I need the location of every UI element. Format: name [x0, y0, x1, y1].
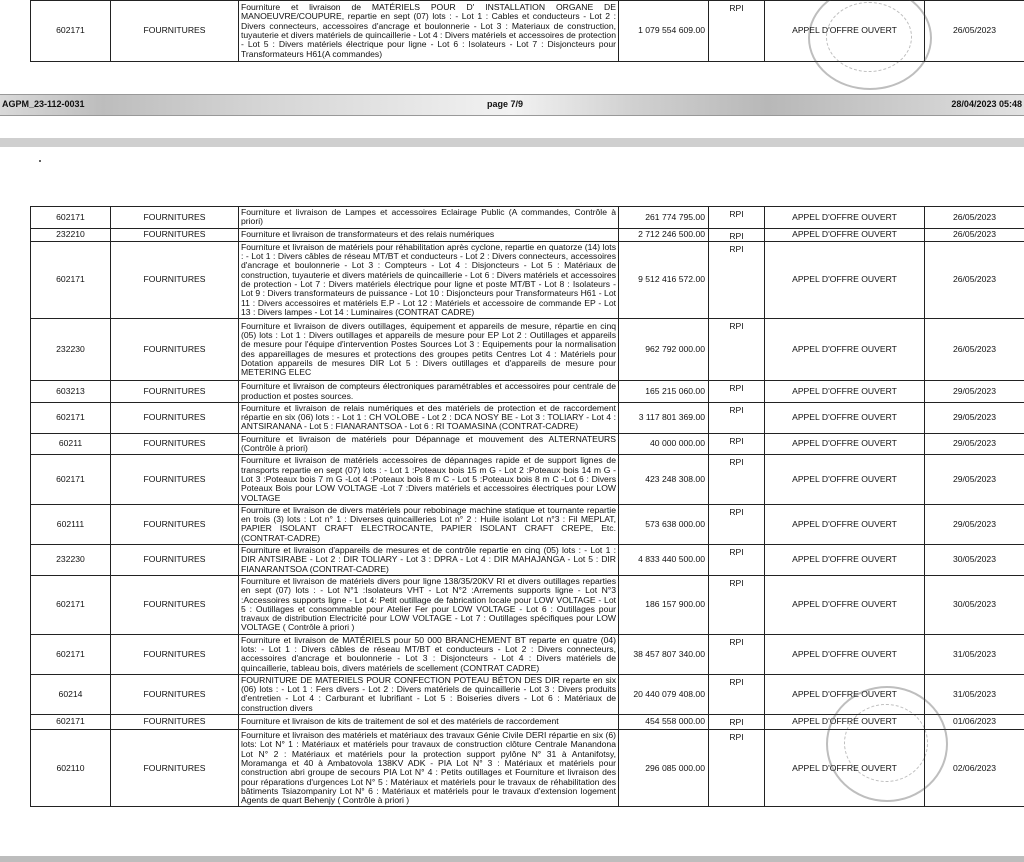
row-date: 01/06/2023	[925, 715, 1024, 730]
row-code: 602171	[31, 575, 111, 634]
row-date: 30/05/2023	[925, 575, 1024, 634]
row-amount: 962 792 000.00	[619, 319, 709, 381]
row-source: RPI	[709, 241, 765, 318]
row-description: Fourniture et livraison de divers outillages, équipement et appareils de mesure, répartie en cinq (05) lots : Lot 1 : Divers outillages et appareils de mesure pour EP Lot 2 : Outillages et appareils de mesure pour l'équipe d'intervention Postes Sources Lot 3 : Equipements pour la normalisation des appareillages de mesures et protections des groupes petits Centres Lot 4 : Matériels pour Dotation appareils de mesures DIR Lot 5 : Divers outillages et d'appareils de mesure pour METERING ELEC	[239, 319, 619, 381]
row-description: Fourniture et livraison de transformateurs et des relais numériques	[239, 228, 619, 241]
page-bottom-strip	[0, 856, 1024, 862]
row-source: RPI	[709, 634, 765, 674]
row-mode: APPEL D'OFFRE OUVERT	[765, 207, 925, 229]
row-description: Fourniture et livraison de MATÉRIELS POUR D' INSTALLATION ORGANE DE MANOEUVRE/COUPURE, repartie en sept (07) lots : - Lot 1 : Cables et conducteurs - Lot 2 : Divers connecteurs, accessoires d'ancrage et boulonnerie - Lot 3 : Materiaux de construction, tuyauterie et divers matériels de quincaillerie - Lot 4 : Divers matériels et accessoires de protection - Lot 5 : Divers matériels électrique pour ligne - Lot 6 : Isolateurs - Lot 7 : Disjoncteurs pour Transformateurs H61(A commandes)	[239, 1, 619, 62]
row-description: Fourniture et livraison de divers matériels pour rebobinage machine statique et tournante repartie en trois (3) lots : Lot n° 1 : Diverses quincailleries Lot n° 2 : Huile isolant Lot n°3 : Fil MEPLAT, PAPIER ISOLANT CRAFT ELECTROCANTE, PAPIER ISOLANT CRAFT CREPE, Etc. (CONTRAT-CADRE)	[239, 504, 619, 544]
table-row	[31, 381, 1024, 403]
row-date: 26/05/2023	[925, 1, 1024, 62]
row-code: 602171	[31, 715, 111, 730]
row-date: 29/05/2023	[925, 433, 1024, 455]
row-type: FOURNITURES	[111, 402, 239, 433]
row-code: 603213	[31, 381, 111, 403]
row-amount: 4 833 440 500.00	[619, 545, 709, 576]
row-code: 602111	[31, 504, 111, 544]
row-amount: 9 512 416 572.00	[619, 241, 709, 318]
row-mode: APPEL D'OFFRE OUVERT	[765, 575, 925, 634]
row-type: FOURNITURES	[111, 228, 239, 241]
row-amount: 573 638 000.00	[619, 504, 709, 544]
row-source: RPI	[709, 433, 765, 455]
row-description: Fourniture et livraison de matériels accessoires de dépannages rapide et de support lignes de transports repartie en sept (07) lots : - Lot 1 :Poteaux bois 15 m G - Lot 2 :Poteaux bois 14 m G - Lot 3 :Poteaux bois 7 m G -Lot 4 :Poteaux bois 8 m C - Lot 5 :Poteaux bois 8 m C -Lot 6 : Divers Poteaux Bois pour LOW VOLTAGE -Lot 7 :Divers matériels et accessoires électriques pour LOW VOLTAGE	[239, 455, 619, 504]
row-code: 602171	[31, 241, 111, 318]
row-date: 29/05/2023	[925, 381, 1024, 403]
row-amount: 296 085 000.00	[619, 730, 709, 807]
row-description: Fourniture et livraison de matériels pour Dépannage et mouvement des ALTERNATEURS (Contrôle à priori)	[239, 433, 619, 455]
footer-reference: AGPM_23-112-0031	[2, 99, 85, 109]
row-code: 602171	[31, 1, 111, 62]
row-description: FOURNITURE DE MATERIELS POUR CONFECTION POTEAU BÉTON DES DIR reparte en six (06) lots : - Lot 1 : Fers divers - Lot 2 : Divers matériels de quincaillerie - Lot 3 : Divers produits d'entretien - Lot 4 : Carburant et lubrifiant - Lot 5 : Boiseries divers - Lot 6 : Matériaux de construction divers	[239, 674, 619, 714]
scan-speck	[39, 160, 41, 162]
row-source: RPI	[709, 455, 765, 504]
row-type: FOURNITURES	[111, 455, 239, 504]
row-mode: APPEL D'OFFRE OUVERT	[765, 634, 925, 674]
row-mode: APPEL D'OFFRE OUVERT	[765, 319, 925, 381]
row-mode: APPEL D'OFFRE OUVERT	[765, 228, 925, 241]
row-type: FOURNITURES	[111, 715, 239, 730]
row-source: RPI	[709, 545, 765, 576]
row-type: FOURNITURES	[111, 730, 239, 807]
row-date: 31/05/2023	[925, 634, 1024, 674]
row-source: RPI	[709, 319, 765, 381]
row-source: RPI	[709, 575, 765, 634]
row-mode: APPEL D'OFFRE OUVERT	[765, 433, 925, 455]
row-description: Fourniture et livraison d'appareils de mesures et de contrôle repartie en cinq (05) lots : - Lot 1 : DIR ANTSIRABE - Lot 2 : DIR TOLIARY - Lot 3 : DPRA - Lot 4 : DIR MAHAJANGA - Lot 5 : DIR FIANARANTSOA (CONTRAT-CADRE)	[239, 545, 619, 576]
table-row	[31, 455, 1024, 504]
row-type: FOURNITURES	[111, 674, 239, 714]
row-mode: APPEL D'OFFRE OUVERT	[765, 241, 925, 318]
row-code: 602110	[31, 730, 111, 807]
row-code: 602171	[31, 455, 111, 504]
row-date: 29/05/2023	[925, 504, 1024, 544]
row-amount: 423 248 308.00	[619, 455, 709, 504]
table-row	[31, 319, 1024, 381]
row-code: 60214	[31, 674, 111, 714]
row-source: RPI	[709, 381, 765, 403]
row-date: 26/05/2023	[925, 319, 1024, 381]
row-type: FOURNITURES	[111, 545, 239, 576]
row-source: RPI	[709, 674, 765, 714]
row-type: FOURNITURES	[111, 381, 239, 403]
table-row	[31, 433, 1024, 455]
row-amount: 454 558 000.00	[619, 715, 709, 730]
row-type: FOURNITURES	[111, 319, 239, 381]
row-source: RPI	[709, 207, 765, 229]
row-mode: APPEL D'OFFRE OUVERT	[765, 674, 925, 714]
row-source: RPI	[709, 730, 765, 807]
row-amount: 1 079 554 609.00	[619, 1, 709, 62]
row-mode: APPEL D'OFFRE OUVERT	[765, 545, 925, 576]
row-amount: 2 712 246 500.00	[619, 228, 709, 241]
row-type: FOURNITURES	[111, 241, 239, 318]
row-type: FOURNITURES	[111, 504, 239, 544]
row-date: 26/05/2023	[925, 228, 1024, 241]
row-source: RPI	[709, 504, 765, 544]
row-description: Fourniture et livraison de matériels divers pour ligne 138/35/20KV RI et divers outillages reparties en sept (07) lots : - Lot N°1 :Isolateurs VHT - Lot N°2 :Arrements supports ligne - Lot N°3 :Accessoires supports ligne - Lot 4: Petit outillage de fabrication locale pour LOW VOLTAGE - Lot 5 : Outillages et consommable pour Atelier Fer pour LOW VOLTAGE - Lot 6 : Outillages pour travaux de distribution Electricité pour LOW VOLTAGE - Lot 7 : Outillages spécifiques pour LOW VOLTAGE ( Contrôle à priori )	[239, 575, 619, 634]
table-row	[31, 241, 1024, 318]
official-stamp-top-inner	[826, 2, 912, 72]
row-code: 232230	[31, 319, 111, 381]
row-amount: 261 774 795.00	[619, 207, 709, 229]
row-code: 602171	[31, 402, 111, 433]
table-row	[31, 402, 1024, 433]
table-row	[31, 228, 1024, 241]
row-amount: 3 117 801 369.00	[619, 402, 709, 433]
row-type: FOURNITURES	[111, 207, 239, 229]
row-mode: APPEL D'OFFRE OUVERT	[765, 715, 925, 730]
official-stamp-bottom-inner	[844, 704, 928, 782]
table-row	[31, 575, 1024, 634]
row-mode: APPEL D'OFFRE OUVERT	[765, 402, 925, 433]
row-source: RPI	[709, 228, 765, 241]
row-source: RPI	[709, 402, 765, 433]
row-description: Fourniture et livraison de kits de traitement de sol et des matériels de raccordement	[239, 715, 619, 730]
row-date: 31/05/2023	[925, 674, 1024, 714]
row-code: 602171	[31, 634, 111, 674]
row-description: Fourniture et livraison de MATÉRIELS pour 50 000 BRANCHEMENT BT reparte en quatre (04) lots: - Lot 1 : Divers câbles de réseau MT/BT et conducteurs - Lot 2 : Divers connecteurs, accessoires d'ancrage et boulonnerie - Lot 3 : Disjoncteurs - Lot 4 : Divers matériels de quincaillerie, tableau bois, divers matériels de scellement (CONTRAT CADRE)	[239, 634, 619, 674]
page-separator	[0, 138, 1024, 147]
row-description: Fourniture et livraison de matériels pour réhabilitation après cyclone, repartie en quatorze (14) lots : - Lot 1 : Divers câbles de réseau MT/BT et conducteurs - Lot 2 : Divers connecteurs, accessoires d'ancrage et boulonnerie - Lot 3 : Compteurs - Lot 4 : Disjoncteurs - Lot 5 : Matériaux de construction, tuyauterie et divers matériels de quincaillerie - Lot 6 : Divers matériels et accessoires de protection - Lot 7 : Divers matériels électrique pour ligne et poste MT/BT - Lot 8 : Isolateurs - Lot 9 : Divers transformateurs de puissance - Lot 10 : Disjoncteurs pour Transformateurs H61 - Lot 11 : Divers accessoires et matériels E.P - Lot 12 : Matériels et accessoire de commande EP - Lot 13 : Divers lampes - Lot 14 : Luminaires (CONTRAT CADRE)	[239, 241, 619, 318]
row-code: 602171	[31, 207, 111, 229]
row-amount: 38 457 807 340.00	[619, 634, 709, 674]
row-code: 232210	[31, 228, 111, 241]
table-row	[31, 207, 1024, 229]
row-mode: APPEL D'OFFRE OUVERT	[765, 381, 925, 403]
row-mode: APPEL D'OFFRE OUVERT	[765, 1, 925, 62]
table-row	[31, 545, 1024, 576]
page-footer-band	[0, 94, 1024, 116]
row-type: FOURNITURES	[111, 433, 239, 455]
row-mode: APPEL D'OFFRE OUVERT	[765, 455, 925, 504]
row-amount: 186 157 900.00	[619, 575, 709, 634]
row-date: 29/05/2023	[925, 402, 1024, 433]
row-amount: 40 000 000.00	[619, 433, 709, 455]
row-description: Fourniture et livraison de relais numériques et des matériels de protection et de raccordement répartie en six (06) lots : - Lot 1 : CH VOLOBE - Lot 2 : DCA NOSY BE - Lot 3 : TOLIARY - Lot 4 : ANTSIRANANA - Lot 5 : FIANARANTSOA - Lot 6 : RI TOAMASINA (CONTRAT-CADRE)	[239, 402, 619, 433]
row-code: 232230	[31, 545, 111, 576]
row-mode: APPEL D'OFFRE OUVERT	[765, 504, 925, 544]
row-source: RPI	[709, 715, 765, 730]
row-mode: APPEL D'OFFRE OUVERT	[765, 730, 925, 807]
row-date: 26/05/2023	[925, 241, 1024, 318]
row-amount: 20 440 079 408.00	[619, 674, 709, 714]
row-type: FOURNITURES	[111, 1, 239, 62]
footer-page-number: page 7/9	[487, 99, 524, 109]
row-date: 26/05/2023	[925, 207, 1024, 229]
row-description: Fourniture et livraison de compteurs électroniques paramétrables et accessoires pour centrale de production et postes sources.	[239, 381, 619, 403]
row-description: Fourniture et livraison des matériels et matériaux des travaux Génie Civile DERI répartie en six (6) lots: Lot N° 1 : Matériaux et matériels pour travaux de construction clôture Centrale Manandona Lot N° 2 : Matériaux et matériels pour la protection support pylône N° 31 à Antanifotsy, Moramanga et 40 à Ambatovola 138KV ADK - PIA Lot N° 3 : Matériaux et matériels pour construction abri groupe de secours PIA Lot N° 4 : Petits outillages et Fourniture et livraison des pour réparations d'urgences Lot N° 5 : Matériaux et matériels pour le travaux de réhabilitation des bâtiments Tsiazompaniry Lot N° 6 : Matériaux et matériels pour le travaux d'extension logement Agents de quart Behenjy ( Contrôle à priori )	[239, 730, 619, 807]
row-amount: 165 215 060.00	[619, 381, 709, 403]
footer-datetime: 28/04/2023 05:48	[951, 99, 1022, 109]
row-code: 60211	[31, 433, 111, 455]
row-type: FOURNITURES	[111, 575, 239, 634]
row-date: 30/05/2023	[925, 545, 1024, 576]
row-type: FOURNITURES	[111, 634, 239, 674]
table-row	[31, 634, 1024, 674]
row-description: Fourniture et livraison de Lampes et accessoires Eclairage Public (A commandes, Contrôle à priori)	[239, 207, 619, 229]
table-row	[31, 504, 1024, 544]
row-date: 29/05/2023	[925, 455, 1024, 504]
row-date: 02/06/2023	[925, 730, 1024, 807]
row-source: RPI	[709, 1, 765, 62]
